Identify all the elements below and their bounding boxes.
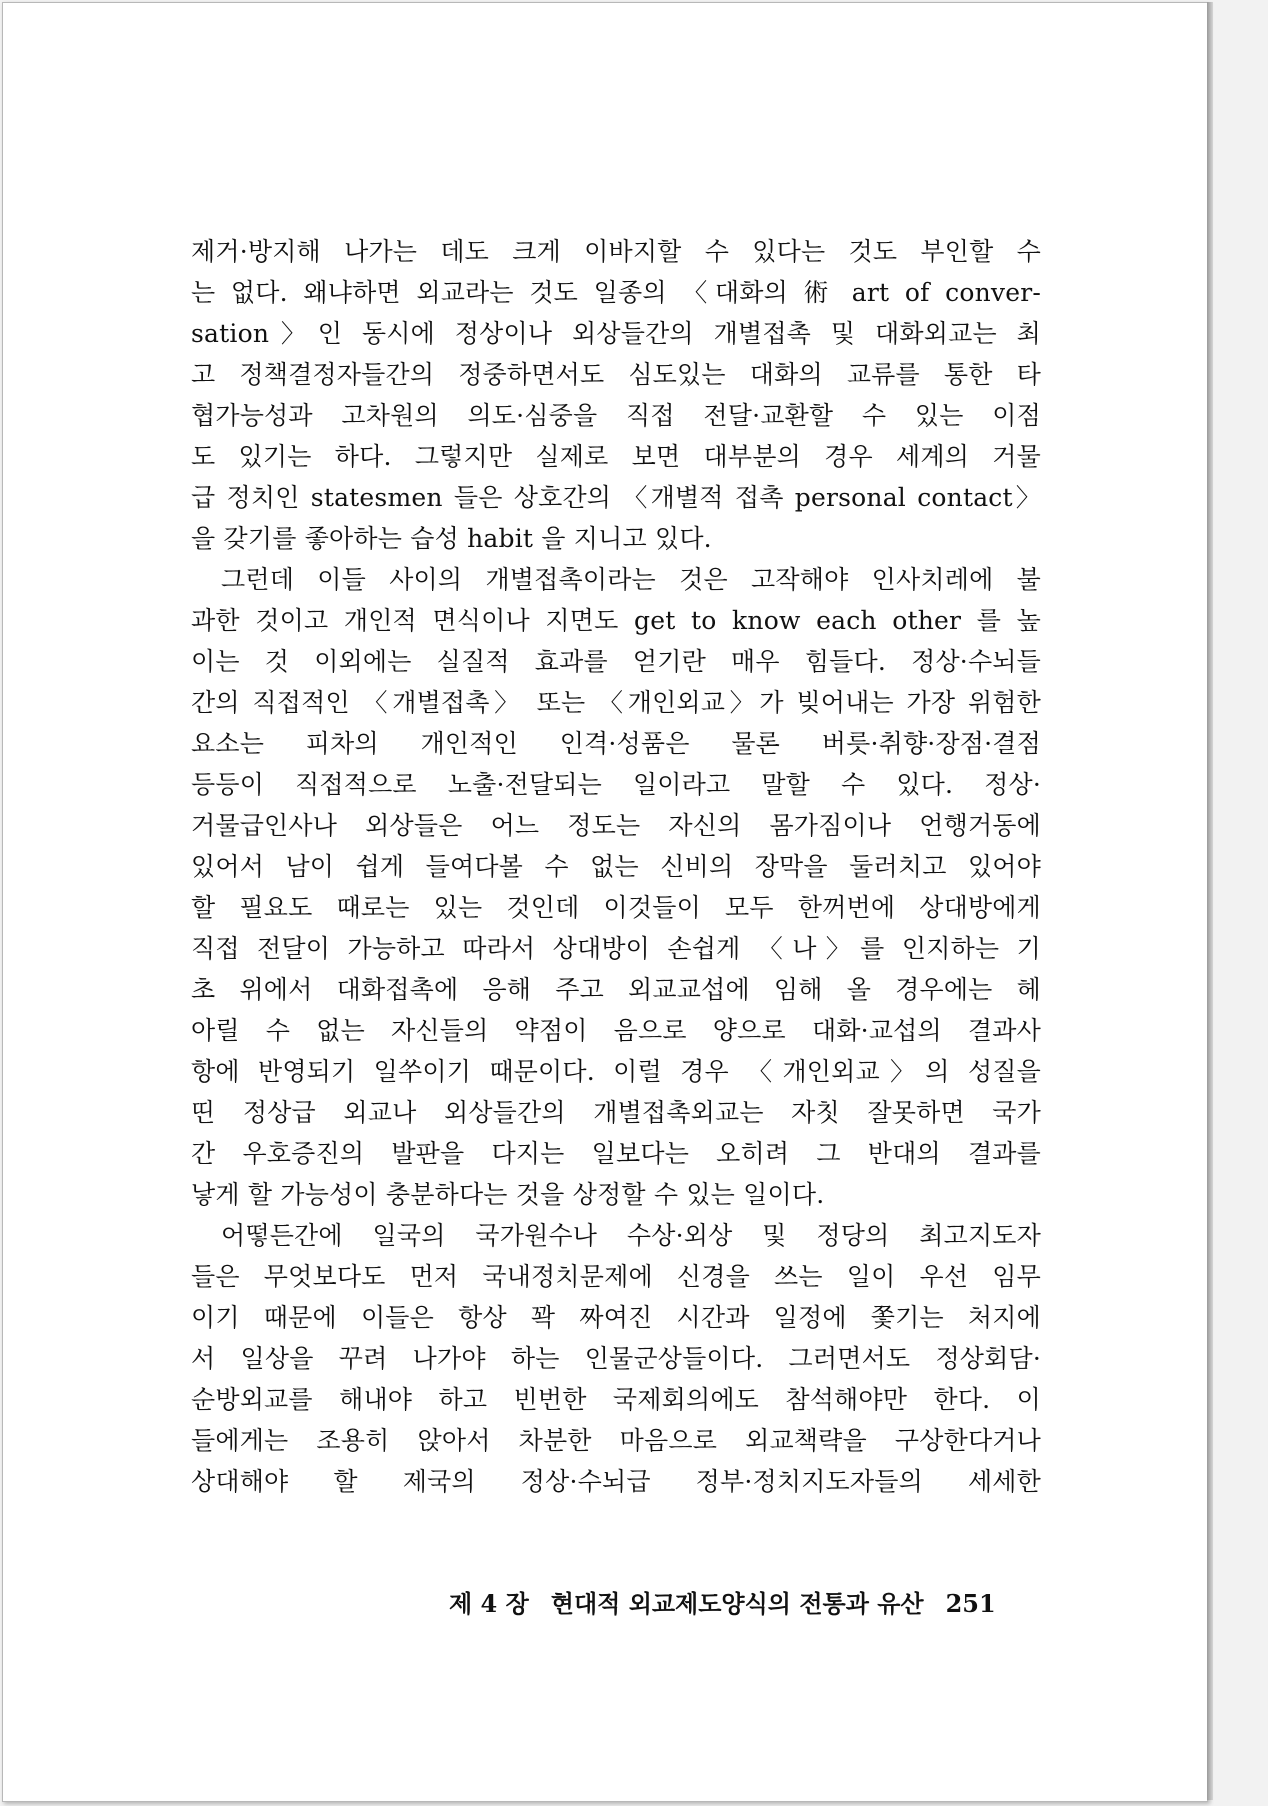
text-line: 이기 때문에 이들은 항상 꽉 짜여진 시간과 일정에 쫓기는 처지에	[191, 1303, 1041, 1332]
text-line: 띤 정상급 외교나 외상들간의 개별접촉외교는 자칫 잘못하면 국가	[191, 1098, 1041, 1127]
text-line: 고 정책결정자들간의 정중하면서도 심도있는 대화의 교류를 통한 타	[191, 360, 1041, 389]
text-line: 그런데 이들 사이의 개별접촉이라는 것은 고작해야 인사치레에 불	[221, 565, 1041, 594]
text-line: 할 필요도 때로는 있는 것인데 이것들이 모두 한꺼번에 상대방에게	[191, 893, 1041, 922]
text-line: 상대해야 할 제국의 정상·수뇌급 정부·정치지도자들의 세세한	[191, 1467, 1041, 1496]
text-line: 협가능성과 고차원의 의도·심중을 직접 전달·교환할 수 있는 이점	[191, 401, 1041, 430]
page-edge-shadow	[1207, 2, 1213, 1800]
text-line: 도 있기는 하다. 그렇지만 실제로 보면 대부분의 경우 세계의 거물	[191, 442, 1041, 471]
text-line: 등등이 직접적으로 노출·전달되는 일이라고 말할 수 있다. 정상·	[191, 770, 1041, 799]
text-line: 들은 무엇보다도 먼저 국내정치문제에 신경을 쓰는 일이 우선 임무	[191, 1262, 1041, 1291]
text-line: 거물급인사나 외상들은 어느 정도는 자신의 몸가짐이나 언행거동에	[191, 811, 1041, 840]
chapter-number: 제 4 장	[449, 1589, 529, 1618]
text-line: sation〉인 동시에 정상이나 외상들간의 개별접촉 및 대화외교는 최	[191, 319, 1041, 348]
text-line: 직접 전달이 가능하고 따라서 상대방이 손쉽게 〈나〉를 인지하는 기	[191, 934, 1041, 963]
text-line: 간의 직접적인 〈개별접촉〉 또는 〈개인외교〉가 빚어내는 가장 위험한	[191, 688, 1041, 717]
page-number: 251	[945, 1589, 996, 1618]
text-line: 요소는 피차의 개인적인 인격·성품은 물론 버릇·취향·장점·결점	[191, 729, 1041, 758]
text-line: 제거·방지해 나가는 데도 크게 이바지할 수 있다는 것도 부인할 수	[191, 237, 1041, 266]
running-footer	[449, 1584, 1009, 1624]
text-line: 이는 것 이외에는 실질적 효과를 얻기란 매우 힘들다. 정상·수뇌들	[191, 647, 1041, 676]
text-line: 아릴 수 없는 자신들의 약점이 음으로 양으로 대화·교섭의 결과사	[191, 1016, 1041, 1045]
text-line: 있어서 남이 쉽게 들여다볼 수 없는 신비의 장막을 둘러치고 있어야	[191, 852, 1041, 881]
text-line: 들에게는 조용히 앉아서 차분한 마음으로 외교책략을 구상한다거나	[191, 1426, 1041, 1455]
text-line: 낳게 할 가능성이 충분하다는 것을 상정할 수 있는 일이다.	[191, 1180, 825, 1209]
text-line: 급 정치인 statesmen 들은 상호간의 〈개별적 접촉 personal contact〉	[191, 483, 1041, 512]
book-page	[2, 2, 1208, 1802]
text-line: 어떻든간에 일국의 국가원수나 수상·외상 및 정당의 최고지도자	[221, 1221, 1041, 1250]
text-line: 과한 것이고 개인적 면식이나 지면도 get to know each other 를 높	[191, 606, 1041, 635]
text-line: 순방외교를 해내야 하고 빈번한 국제회의에도 참석해야만 한다. 이	[191, 1385, 1041, 1414]
text-line: 간 우호증진의 발판을 다지는 일보다는 오히려 그 반대의 결과를	[191, 1139, 1041, 1168]
body-text	[191, 231, 1041, 1502]
text-line: 을 갖기를 좋아하는 습성 habit 을 지니고 있다.	[191, 524, 712, 553]
text-line: 초 위에서 대화접촉에 응해 주고 외교교섭에 임해 올 경우에는 헤	[191, 975, 1041, 1004]
text-line: 항에 반영되기 일쑤이기 때문이다. 이럴 경우 〈개인외교〉의 성질을	[191, 1057, 1041, 1086]
text-line: 서 일상을 꾸려 나가야 하는 인물군상들이다. 그러면서도 정상회담·	[191, 1344, 1041, 1373]
chapter-title: 현대적 외교제도양식의 전통과 유산	[550, 1589, 924, 1618]
text-line: 는 없다. 왜냐하면 외교라는 것도 일종의 〈대화의 術 art of conver-	[191, 278, 1041, 307]
